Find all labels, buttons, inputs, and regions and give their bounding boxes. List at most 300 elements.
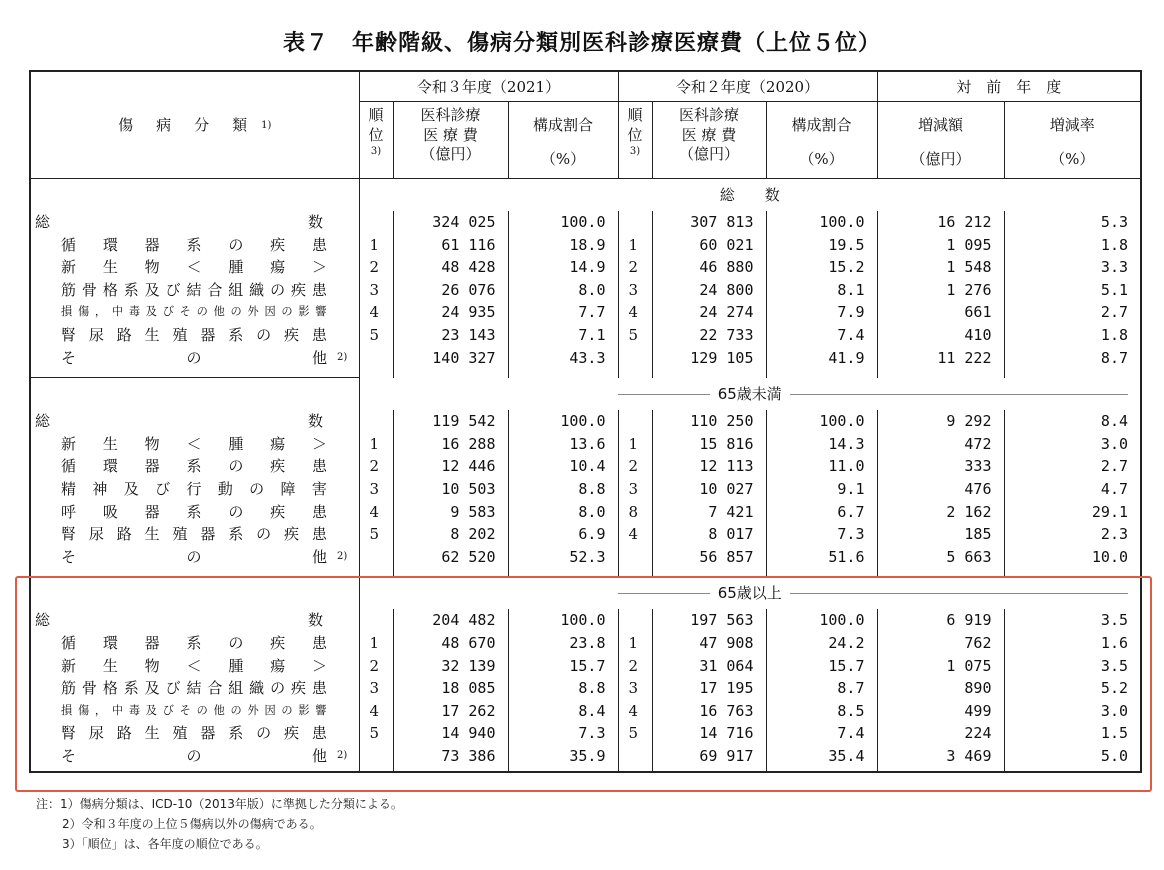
share-2020: 9.1 xyxy=(766,478,877,501)
rank-2020: 2 xyxy=(618,655,652,678)
section-title-blank xyxy=(30,179,359,212)
rank-2020: 8 xyxy=(618,501,652,524)
rank-2020: 5 xyxy=(618,324,652,347)
share-2021: 7.1 xyxy=(508,324,618,347)
rank-2020: 4 xyxy=(618,700,652,723)
row-category xyxy=(30,609,359,632)
category-name: そ の 他 xyxy=(61,348,327,367)
section-title xyxy=(359,577,1141,610)
change-amount: 472 xyxy=(877,433,1004,456)
category-name: 循 環 器 系 の 疾 患 xyxy=(61,457,327,476)
change-amount: 499 xyxy=(877,700,1004,723)
spacer-cell xyxy=(508,369,618,378)
rank-2020 xyxy=(618,609,652,632)
row-category xyxy=(30,256,359,279)
change-rate: 3.5 xyxy=(1100,611,1129,630)
cost-2020: 129 105 xyxy=(652,347,766,370)
category-name: 呼 吸 器 系 の 疾 患 xyxy=(61,502,327,521)
rank-2021: 1 xyxy=(359,433,393,456)
spacer-cell xyxy=(618,369,652,378)
category-name: 筋 骨 格 系 及 び 結 合 組 織 の 疾 患 xyxy=(61,280,327,299)
share-2021: 18.9 xyxy=(508,234,618,257)
rank-2020: 3 xyxy=(618,677,652,700)
share-label-2: （%） xyxy=(540,149,586,168)
cost-2020: 10 027 xyxy=(652,478,766,501)
category-name: 筋 骨 格 系 及 び 結 合 組 織 の 疾 患 xyxy=(61,679,327,698)
section-title-text: 総 数 xyxy=(712,186,788,204)
share-2021: 35.9 xyxy=(508,745,618,768)
row-category xyxy=(30,279,359,302)
change-rate: 2.7 xyxy=(1100,457,1129,476)
share-2020: 35.4 xyxy=(766,745,877,768)
cost-2020: 31 064 xyxy=(652,655,766,678)
share-header-2020 xyxy=(766,102,877,179)
rank-header-2021 xyxy=(359,102,393,179)
section-title-row xyxy=(30,179,1141,212)
share-2021: 8.0 xyxy=(508,501,618,524)
share-2020: 8.7 xyxy=(766,677,877,700)
row-category xyxy=(30,677,359,700)
category-name: 循 環 器 系 の 疾 患 xyxy=(61,633,327,652)
share-2020: 51.6 xyxy=(766,546,877,569)
change-rate: 2.7 xyxy=(1100,303,1129,322)
rank-label-2: 位 xyxy=(368,125,384,144)
spacer-cell xyxy=(618,568,652,577)
change-amount: 333 xyxy=(877,455,1004,478)
row-category xyxy=(30,700,359,723)
spacer-cell xyxy=(508,568,618,577)
share-2020: 14.3 xyxy=(766,433,877,456)
cost-2020: 24 800 xyxy=(652,279,766,302)
cost-2020: 69 917 xyxy=(652,745,766,768)
fy2020-header: 令和２年度（2020） xyxy=(618,71,877,102)
section-title-text: 65歳未満 xyxy=(710,385,790,403)
change-amount: 410 xyxy=(877,324,1004,347)
rank-2021: 5 xyxy=(359,324,393,347)
share-2020: 11.0 xyxy=(766,455,877,478)
table-row xyxy=(30,655,1141,678)
row-category xyxy=(30,324,359,347)
cost-2021: 61 116 xyxy=(393,234,508,257)
rank-2021: 3 xyxy=(359,279,393,302)
fy2021-header: 令和３年度（2021） xyxy=(359,71,618,102)
cost-2021: 17 262 xyxy=(393,700,508,723)
row-category xyxy=(30,234,359,257)
change-rate: 3.3 xyxy=(1100,258,1129,277)
rank-2020: 2 xyxy=(618,455,652,478)
change-rate: 1.8 xyxy=(1100,325,1129,344)
spacer-cell xyxy=(652,369,766,378)
footnote-1: 注：1）傷病分類は、ICD-10（2013年版）に準拠した分類による。 xyxy=(36,797,403,811)
spacer-cell xyxy=(359,369,393,378)
share-2021: 13.6 xyxy=(508,433,618,456)
row-category xyxy=(30,745,359,768)
change-amount-label-1: 増減額 xyxy=(917,116,963,134)
share-2020: 8.1 xyxy=(766,279,877,302)
change-amount: 476 xyxy=(877,478,1004,501)
change-amount: 661 xyxy=(877,301,1004,324)
share-2020: 8.5 xyxy=(766,700,877,723)
cost-2021: 23 143 xyxy=(393,324,508,347)
rank-2021 xyxy=(359,745,393,768)
change-rate: 8.4 xyxy=(1100,412,1129,431)
rank-2021: 5 xyxy=(359,722,393,745)
change-rate: 29.1 xyxy=(1091,502,1129,521)
cost-2021: 48 428 xyxy=(393,256,508,279)
table-row xyxy=(30,410,1141,433)
share-2020: 7.3 xyxy=(766,523,877,546)
share-2021: 6.9 xyxy=(508,523,618,546)
rank-2021: 3 xyxy=(359,478,393,501)
table-row xyxy=(30,324,1141,347)
share-2020: 6.7 xyxy=(766,501,877,524)
rank-2021: 2 xyxy=(359,455,393,478)
share-2020: 15.2 xyxy=(766,256,877,279)
footnote-2: 2）令和３年度の上位５傷病以外の傷病である。 xyxy=(62,817,322,831)
table-row xyxy=(30,301,1141,324)
share-2020: 24.2 xyxy=(766,632,877,655)
table-row xyxy=(30,722,1141,745)
share-2021: 10.4 xyxy=(508,455,618,478)
cost-2021: 16 288 xyxy=(393,433,508,456)
rank-2021: 1 xyxy=(359,234,393,257)
spacer-cell xyxy=(30,767,359,772)
change-amount: 2 162 xyxy=(877,501,1004,524)
change-rate: 3.5 xyxy=(1100,656,1129,675)
cost-2021: 26 076 xyxy=(393,279,508,302)
rank-2020: 5 xyxy=(618,722,652,745)
rank-2020: 1 xyxy=(618,433,652,456)
cost-2021: 62 520 xyxy=(393,546,508,569)
spacer-cell xyxy=(393,568,508,577)
cost-2021: 324 025 xyxy=(393,211,508,234)
row-category xyxy=(30,410,359,433)
category-note: 2) xyxy=(337,351,348,363)
footnote-3: 3）「順位」は、各年度の順位である。 xyxy=(62,837,268,851)
table-row xyxy=(30,609,1141,632)
row-category xyxy=(30,501,359,524)
rank-2021: 2 xyxy=(359,256,393,279)
change-amount: 1 548 xyxy=(877,256,1004,279)
category-name: 腎 尿 路 生 殖 器 系 の 疾 患 xyxy=(61,325,327,344)
change-amount-header xyxy=(877,102,1004,179)
spacer-cell xyxy=(618,767,652,772)
change-amount: 1 075 xyxy=(877,655,1004,678)
share-2021: 8.8 xyxy=(508,677,618,700)
rank-2020: 2 xyxy=(618,256,652,279)
change-amount-label-2: （億円） xyxy=(910,149,971,168)
rank-2020: 4 xyxy=(618,301,652,324)
spacer-cell xyxy=(766,369,877,378)
spacer-cell xyxy=(393,767,508,772)
rank-2020: 3 xyxy=(618,279,652,302)
share-2021: 7.3 xyxy=(508,722,618,745)
table-row xyxy=(30,546,1141,569)
change-amount: 762 xyxy=(877,632,1004,655)
category-note: 2) xyxy=(337,749,348,761)
share-2020: 100.0 xyxy=(766,609,877,632)
share-2020: 7.9 xyxy=(766,301,877,324)
rank-2020 xyxy=(618,410,652,433)
category-name: 循 環 器 系 の 疾 患 xyxy=(61,235,327,254)
table-row xyxy=(30,700,1141,723)
cost-2020: 56 857 xyxy=(652,546,766,569)
table-row xyxy=(30,256,1141,279)
change-rate-header xyxy=(1004,102,1141,179)
rank-2020: 4 xyxy=(618,523,652,546)
rank-2020 xyxy=(618,347,652,370)
cost-2021: 18 085 xyxy=(393,677,508,700)
cost-2020: 110 250 xyxy=(652,410,766,433)
change-rate: 4.7 xyxy=(1100,479,1129,498)
share-2021: 43.3 xyxy=(508,347,618,370)
row-category xyxy=(30,523,359,546)
cost-2021: 140 327 xyxy=(393,347,508,370)
share-label-1: 構成割合 xyxy=(791,116,852,134)
share-2021: 100.0 xyxy=(508,609,618,632)
cost-2020: 7 421 xyxy=(652,501,766,524)
spacer-cell xyxy=(766,568,877,577)
cost-2021: 119 542 xyxy=(393,410,508,433)
change-amount: 185 xyxy=(877,523,1004,546)
cost-2020: 12 113 xyxy=(652,455,766,478)
table-row xyxy=(30,478,1141,501)
page-title: 表７ 年齢階級、傷病分類別医科診療医療費（上位５位） xyxy=(282,31,881,56)
section-title-text: 65歳以上 xyxy=(710,584,790,602)
share-2021: 14.9 xyxy=(508,256,618,279)
cost-label-2: 医 療 費 xyxy=(423,125,478,144)
rank-label-2: 位 xyxy=(627,125,643,144)
change-rate: 3.0 xyxy=(1100,701,1129,720)
rank-2020: 1 xyxy=(618,234,652,257)
cost-2020: 16 763 xyxy=(652,700,766,723)
spacer-cell xyxy=(1004,767,1141,772)
share-2021: 8.4 xyxy=(508,700,618,723)
spacer-cell xyxy=(508,767,618,772)
row-category xyxy=(30,301,359,324)
cost-2021: 10 503 xyxy=(393,478,508,501)
table-row xyxy=(30,211,1141,234)
spacer-cell xyxy=(359,568,393,577)
cost-2020: 15 816 xyxy=(652,433,766,456)
cost-2021: 9 583 xyxy=(393,501,508,524)
spacer-cell xyxy=(359,767,393,772)
change-rate-label-2: （%） xyxy=(1050,149,1095,168)
spacer-cell xyxy=(652,767,766,772)
rank-2021 xyxy=(359,546,393,569)
cost-2021: 8 202 xyxy=(393,523,508,546)
category-name: 精 神 及 び 行 動 の 障 害 xyxy=(61,479,327,498)
section-title xyxy=(359,179,1141,212)
change-amount: 224 xyxy=(877,722,1004,745)
rank-2021 xyxy=(359,211,393,234)
table-row xyxy=(30,455,1141,478)
section-spacer xyxy=(30,767,1141,772)
category-name: 腎 尿 路 生 殖 器 系 の 疾 患 xyxy=(61,724,327,743)
rank-2020 xyxy=(618,745,652,768)
share-2021: 7.7 xyxy=(508,301,618,324)
row-category xyxy=(30,211,359,234)
category-name: そ の 他 xyxy=(61,547,327,566)
change-amount: 5 663 xyxy=(877,546,1004,569)
section-spacer xyxy=(30,568,1141,577)
cost-label-3: （億円） xyxy=(678,145,739,163)
cost-header-2020 xyxy=(652,102,766,179)
spacer-cell xyxy=(1004,568,1141,577)
change-amount: 6 919 xyxy=(877,609,1004,632)
cost-2021: 14 940 xyxy=(393,722,508,745)
cost-2021: 204 482 xyxy=(393,609,508,632)
rank-2021 xyxy=(359,410,393,433)
change-amount: 1 276 xyxy=(877,279,1004,302)
row-category xyxy=(30,655,359,678)
share-2021: 23.8 xyxy=(508,632,618,655)
change-amount: 11 222 xyxy=(877,347,1004,370)
share-2021: 52.3 xyxy=(508,546,618,569)
change-rate: 5.2 xyxy=(1100,679,1129,698)
row-category xyxy=(30,478,359,501)
table-row xyxy=(30,677,1141,700)
change-rate: 5.3 xyxy=(1100,213,1129,231)
category-name: 新 生 物 ＜ 腫 瘍 ＞ xyxy=(61,656,327,675)
spacer-cell xyxy=(393,369,508,378)
category-header xyxy=(30,71,359,179)
category-name: 新 生 物 ＜ 腫 瘍 ＞ xyxy=(61,258,327,277)
yoy-header: 対 前 年 度 xyxy=(877,71,1141,102)
table-row xyxy=(30,632,1141,655)
section-title xyxy=(359,378,1141,411)
row-category xyxy=(30,347,359,370)
spacer-cell xyxy=(877,568,1004,577)
rank-2020 xyxy=(618,211,652,234)
cost-2020: 307 813 xyxy=(652,211,766,234)
share-2020: 100.0 xyxy=(766,211,877,234)
share-header-2021 xyxy=(508,102,618,179)
change-rate: 1.8 xyxy=(1100,235,1129,254)
table-row xyxy=(30,347,1141,370)
rank-2021: 4 xyxy=(359,301,393,324)
row-category xyxy=(30,722,359,745)
section-title-rule xyxy=(618,593,1128,594)
cost-label-1: 医科診療 xyxy=(420,106,481,124)
table-row xyxy=(30,433,1141,456)
rank-2021: 3 xyxy=(359,677,393,700)
category-name: 腎 尿 路 生 殖 器 系 の 疾 患 xyxy=(61,525,327,544)
cost-2020: 60 021 xyxy=(652,234,766,257)
cost-2021: 32 139 xyxy=(393,655,508,678)
category-name: 損 傷 ， 中 毒 及 び そ の 他 の 外 因 の 影 響 xyxy=(61,703,327,717)
change-rate: 1.5 xyxy=(1100,724,1129,743)
rank-note: 3) xyxy=(629,146,641,157)
spacer-cell xyxy=(30,369,359,378)
cost-2020: 197 563 xyxy=(652,609,766,632)
category-note: 2) xyxy=(337,550,348,562)
rank-2021: 2 xyxy=(359,655,393,678)
spacer-cell xyxy=(652,568,766,577)
section-title-row xyxy=(30,577,1141,610)
cost-2020: 24 274 xyxy=(652,301,766,324)
cost-2021: 24 935 xyxy=(393,301,508,324)
share-2021: 8.0 xyxy=(508,279,618,302)
share-2020: 15.7 xyxy=(766,655,877,678)
section-title-row xyxy=(30,378,1141,411)
share-2021: 15.7 xyxy=(508,655,618,678)
section-title-blank xyxy=(30,577,359,610)
cost-2020: 14 716 xyxy=(652,722,766,745)
spacer-cell xyxy=(877,767,1004,772)
cost-header-2021 xyxy=(393,102,508,179)
change-amount: 3 469 xyxy=(877,745,1004,768)
change-amount: 890 xyxy=(877,677,1004,700)
section-title-blank xyxy=(30,378,359,411)
change-rate: 8.7 xyxy=(1100,348,1129,367)
cost-2020: 46 880 xyxy=(652,256,766,279)
section-spacer xyxy=(30,369,1141,378)
category-name: 損 傷 ， 中 毒 及 び そ の 他 の 外 因 の 影 響 xyxy=(61,305,327,319)
rank-header-2020 xyxy=(618,102,652,179)
category-header-note: 1) xyxy=(261,120,272,131)
rank-note: 3) xyxy=(370,146,382,157)
share-2020: 41.9 xyxy=(766,347,877,370)
rank-2021: 4 xyxy=(359,700,393,723)
footnotes xyxy=(36,794,403,854)
share-2020: 19.5 xyxy=(766,234,877,257)
table-row xyxy=(30,745,1141,768)
rank-2021: 5 xyxy=(359,523,393,546)
rank-label-1: 順 xyxy=(368,106,384,124)
cost-2021: 12 446 xyxy=(393,455,508,478)
share-2020: 100.0 xyxy=(766,410,877,433)
rank-2021 xyxy=(359,609,393,632)
category-name: 総 数 xyxy=(35,412,323,431)
spacer-cell xyxy=(877,369,1004,378)
rank-2021: 1 xyxy=(359,632,393,655)
category-name: 新 生 物 ＜ 腫 瘍 ＞ xyxy=(61,434,327,453)
row-category xyxy=(30,455,359,478)
table-row xyxy=(30,279,1141,302)
cost-label-2: 医 療 費 xyxy=(681,125,737,144)
rank-2021: 4 xyxy=(359,501,393,524)
cost-2020: 22 733 xyxy=(652,324,766,347)
change-rate: 3.0 xyxy=(1100,434,1129,453)
share-label-1: 構成割合 xyxy=(532,116,593,134)
cost-label-1: 医科診療 xyxy=(678,106,739,124)
cost-2021: 48 670 xyxy=(393,632,508,655)
category-name: 総 数 xyxy=(35,611,323,630)
row-category xyxy=(30,546,359,569)
row-category xyxy=(30,433,359,456)
share-2020: 7.4 xyxy=(766,722,877,745)
change-rate: 5.0 xyxy=(1100,746,1129,765)
rank-2020: 1 xyxy=(618,632,652,655)
cost-label-3: （億円） xyxy=(420,145,481,163)
change-amount: 16 212 xyxy=(877,211,1004,234)
spacer-cell xyxy=(30,568,359,577)
share-2021: 100.0 xyxy=(508,410,618,433)
share-2020: 7.4 xyxy=(766,324,877,347)
rank-2020: 3 xyxy=(618,478,652,501)
cost-2021: 73 386 xyxy=(393,745,508,768)
table-row xyxy=(30,234,1141,257)
table-row xyxy=(30,501,1141,524)
spacer-cell xyxy=(766,767,877,772)
category-header-label: 傷 病 分 類 xyxy=(118,116,252,134)
section-title-rule xyxy=(618,394,1128,395)
change-rate: 1.6 xyxy=(1100,633,1129,652)
change-rate: 2.3 xyxy=(1100,525,1129,544)
table-row xyxy=(30,523,1141,546)
rank-2020 xyxy=(618,546,652,569)
